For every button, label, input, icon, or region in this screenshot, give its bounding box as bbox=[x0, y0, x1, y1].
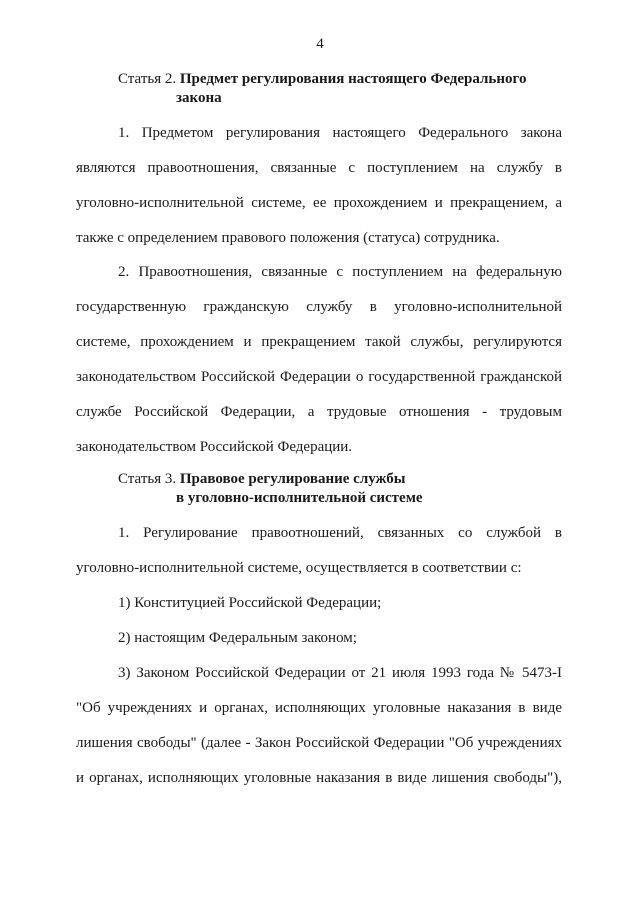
page-number: 4 bbox=[316, 36, 324, 52]
paragraph-line: лишения свободы" (далее - Закон Российской Федерации "Об учреждениях bbox=[76, 735, 562, 751]
article-2-label: Статья 2. bbox=[118, 71, 177, 87]
list-item: 1) Конституцией Российской Федерации; bbox=[118, 595, 382, 611]
paragraph-line: и органах, исполняющих уголовные наказания в виде лишения свободы"), bbox=[76, 770, 562, 786]
paragraph-line: законодательством Российской Федерации. bbox=[76, 439, 353, 455]
article-3-paragraph-1 bbox=[76, 516, 562, 586]
article-3-title-line2: в уголовно-исполнительной системе bbox=[176, 490, 423, 506]
article-2-heading bbox=[118, 70, 526, 108]
paragraph-line: государственную гражданскую службу в уголовно-исполнительной bbox=[76, 299, 562, 315]
paragraph-line: уголовно-исполнительной системе, ее прохождением и прекращением, а bbox=[76, 195, 562, 211]
article-3-item-3 bbox=[76, 656, 562, 796]
paragraph-line: уголовно-исполнительной системе, осуществляется в соответствии с: bbox=[76, 560, 522, 576]
article-2-paragraph-2 bbox=[76, 255, 562, 465]
paragraph-line: также с определением правового положения (статуса) сотрудника. bbox=[76, 230, 500, 246]
paragraph-line: 2. Правоотношения, связанные с поступлением на федеральную bbox=[118, 264, 562, 280]
paragraph-line: "Об учреждениях и органах, исполняющих уголовные наказания в виде bbox=[76, 700, 562, 716]
article-2-title-line1: Предмет регулирования настоящего Федерального bbox=[179, 71, 527, 87]
paragraph-line: 1. Регулирование правоотношений, связанных со службой в bbox=[118, 525, 562, 541]
article-3-heading bbox=[118, 470, 423, 508]
paragraph-line: 1. Предметом регулирования настоящего Федерального закона bbox=[118, 125, 562, 141]
article-3-title-line1: Правовое регулирование службы bbox=[179, 471, 406, 487]
paragraph-line: законодательством Российской Федерации о государственной гражданской bbox=[76, 369, 562, 385]
paragraph-line: службе Российской Федерации, а трудовые отношения - трудовым bbox=[76, 404, 562, 420]
paragraph-line: системе, прохождением и прекращением такой службы, регулируются bbox=[76, 334, 562, 350]
article-3-item-2 bbox=[76, 621, 562, 656]
article-3-label: Статья 3. bbox=[118, 471, 177, 487]
list-item: 2) настоящим Федеральным законом; bbox=[118, 630, 357, 646]
paragraph-line: 3) Законом Российской Федерации от 21 июля 1993 года № 5473-I bbox=[118, 665, 562, 681]
paragraph-line: являются правоотношения, связанные с поступлением на службу в bbox=[76, 160, 562, 176]
article-3-item-1 bbox=[76, 586, 562, 621]
article-2-paragraph-1 bbox=[76, 116, 562, 256]
article-2-title-line2: закона bbox=[176, 90, 222, 106]
